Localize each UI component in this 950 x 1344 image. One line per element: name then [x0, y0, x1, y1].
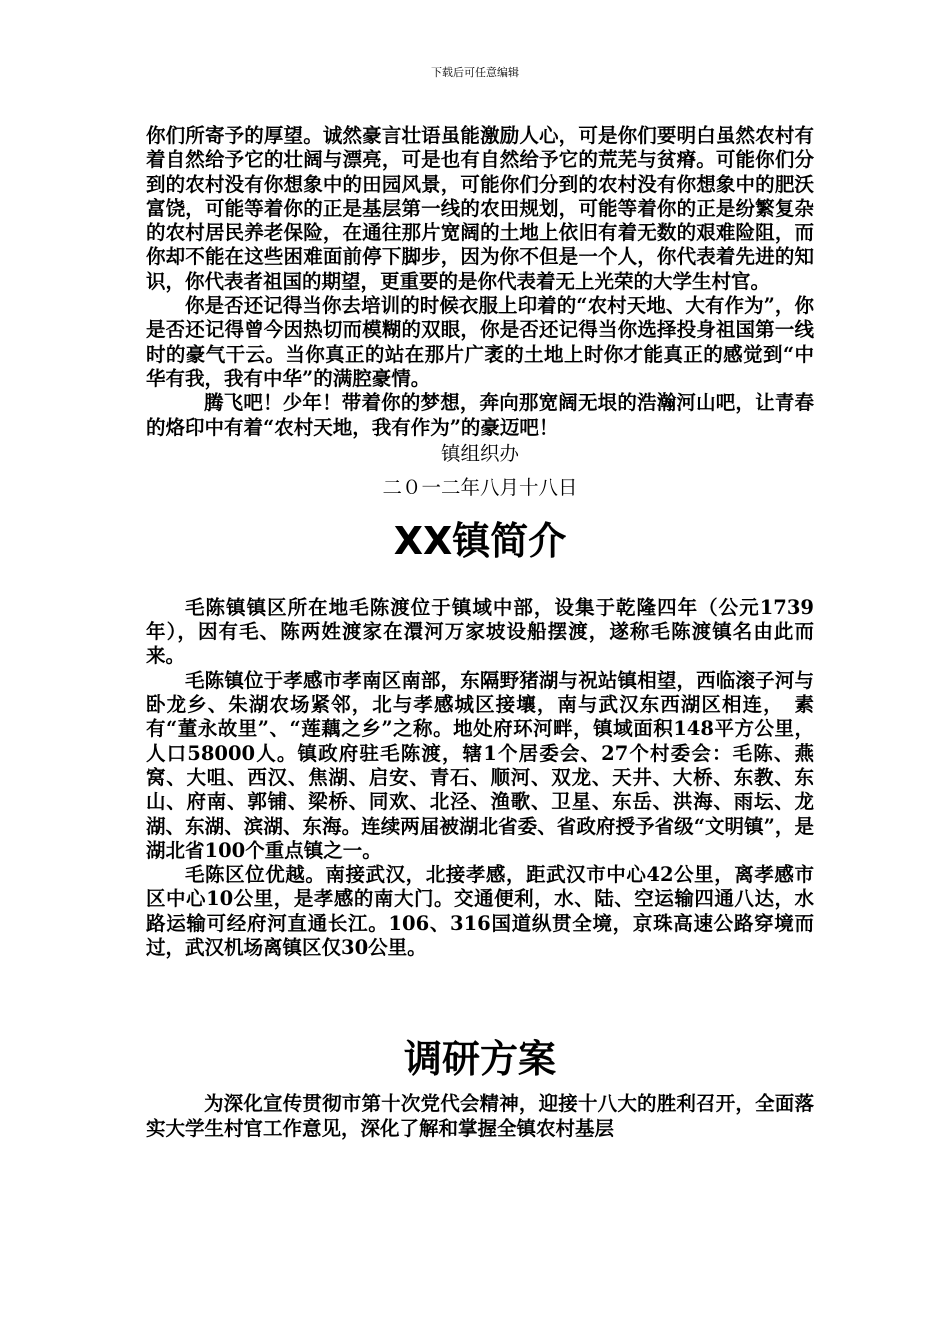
intro-paragraph-3: 毛陈区位优越。南接武汉，北接孝感，距武汉市中心42公里，离孝感市区中心10公里，是孝感的南大门。交通便利，水、陆、空运输四通八达，水路运输可经府河直通长江。106、316国道纵贯全境，京珠高速公路穿境而过，武汉机场离镇区仅30公里。 — [146, 863, 814, 960]
letter-signature: 镇组织办 — [440, 441, 519, 465]
letter-paragraph-2: 你是否还记得当你去培训的时候衣服上印着的“农村天地、大有作为”，你是否还记得曾今因热切而模糊的双眼，你是否还记得当你选择投身祖国第一线时的豪气干云。当你真正的站在那片广袤的土地上时你才能真正的感觉到“中华有我，我有中华”的满腔豪情。 — [146, 294, 814, 390]
intro-paragraph-2: 毛陈镇位于孝感市孝南区南部，东隔野猪湖与祝站镇相望，西临滚子河与卧龙乡、朱湖农场紧邻，北与孝感城区接壤，南与武汉东西湖区相连， 素有“董永故里”、“莲藕之乡”之称。地处府环河畔，镇域面积148平方公里，人口58000人。镇政府驻毛陈渡，辖1个居委会、27个村委会：毛陈、燕窝、大咀、西汉、焦湖、启安、青石、顺河、双龙、天井、大桥、东教、东山、府南、郭铺、梁桥、同欢、北泾、渔歌、卫星、东岳、洪海、雨坛、龙湖、东湖、滨湖、东海。连续两届被湖北省委、省政府授予省级“文明镇”，是湖北省100个重点镇之一。 — [146, 668, 814, 862]
intro-title: XX镇简介 — [393, 518, 567, 563]
survey-paragraph-1: 为深化宣传贯彻市第十次党代会精神，迎接十八大的胜利召开，全面落实大学生村官工作意见，深化了解和掌握全镇农村基层 — [146, 1092, 814, 1140]
letter-paragraph-1: 你们所寄予的厚望。诚然豪言壮语虽能激励人心，可是你们要明白虽然农村有着自然给予它的壮阔与漂亮，可是也有自然给予它的荒芜与贫瘠。可能你们分到的农村没有你想象中的田园风景，可能你们分到的农村没有你想象中的肥沃富饶，可能等着你的正是基层第一线的农田规划，可能等着你的正是纷繁复杂的农村居民养老保险，在通往那片宽阔的土地上依旧有着无数的艰难险阻，而你却不能在这些困难面前停下脚步，因为你不但是一个人，你代表着先进的知识，你代表者祖国的期望，更重要的是你代表着无上光荣的大学生村官。 — [146, 124, 814, 293]
letter-date: 二０一二年八月十八日 — [382, 475, 578, 499]
intro-paragraph-1: 毛陈镇镇区所在地毛陈渡位于镇域中部，设集于乾隆四年（公元1739年），因有毛、陈两姓渡家在澴河万家坡设船摆渡，遂称毛陈渡镇名由此而来。 — [146, 595, 814, 668]
survey-title: 调研方案 — [403, 1037, 556, 1082]
document-body — [146, 124, 814, 1141]
letter-paragraph-3: 腾飞吧！少年！带着你的梦想，奔向那宽阔无垠的浩瀚河山吧，让青春的烙印中有着“农村天地，我有作为”的豪迈吧！ — [146, 391, 814, 439]
page-header-note: 下载后可任意编辑 — [431, 66, 519, 79]
